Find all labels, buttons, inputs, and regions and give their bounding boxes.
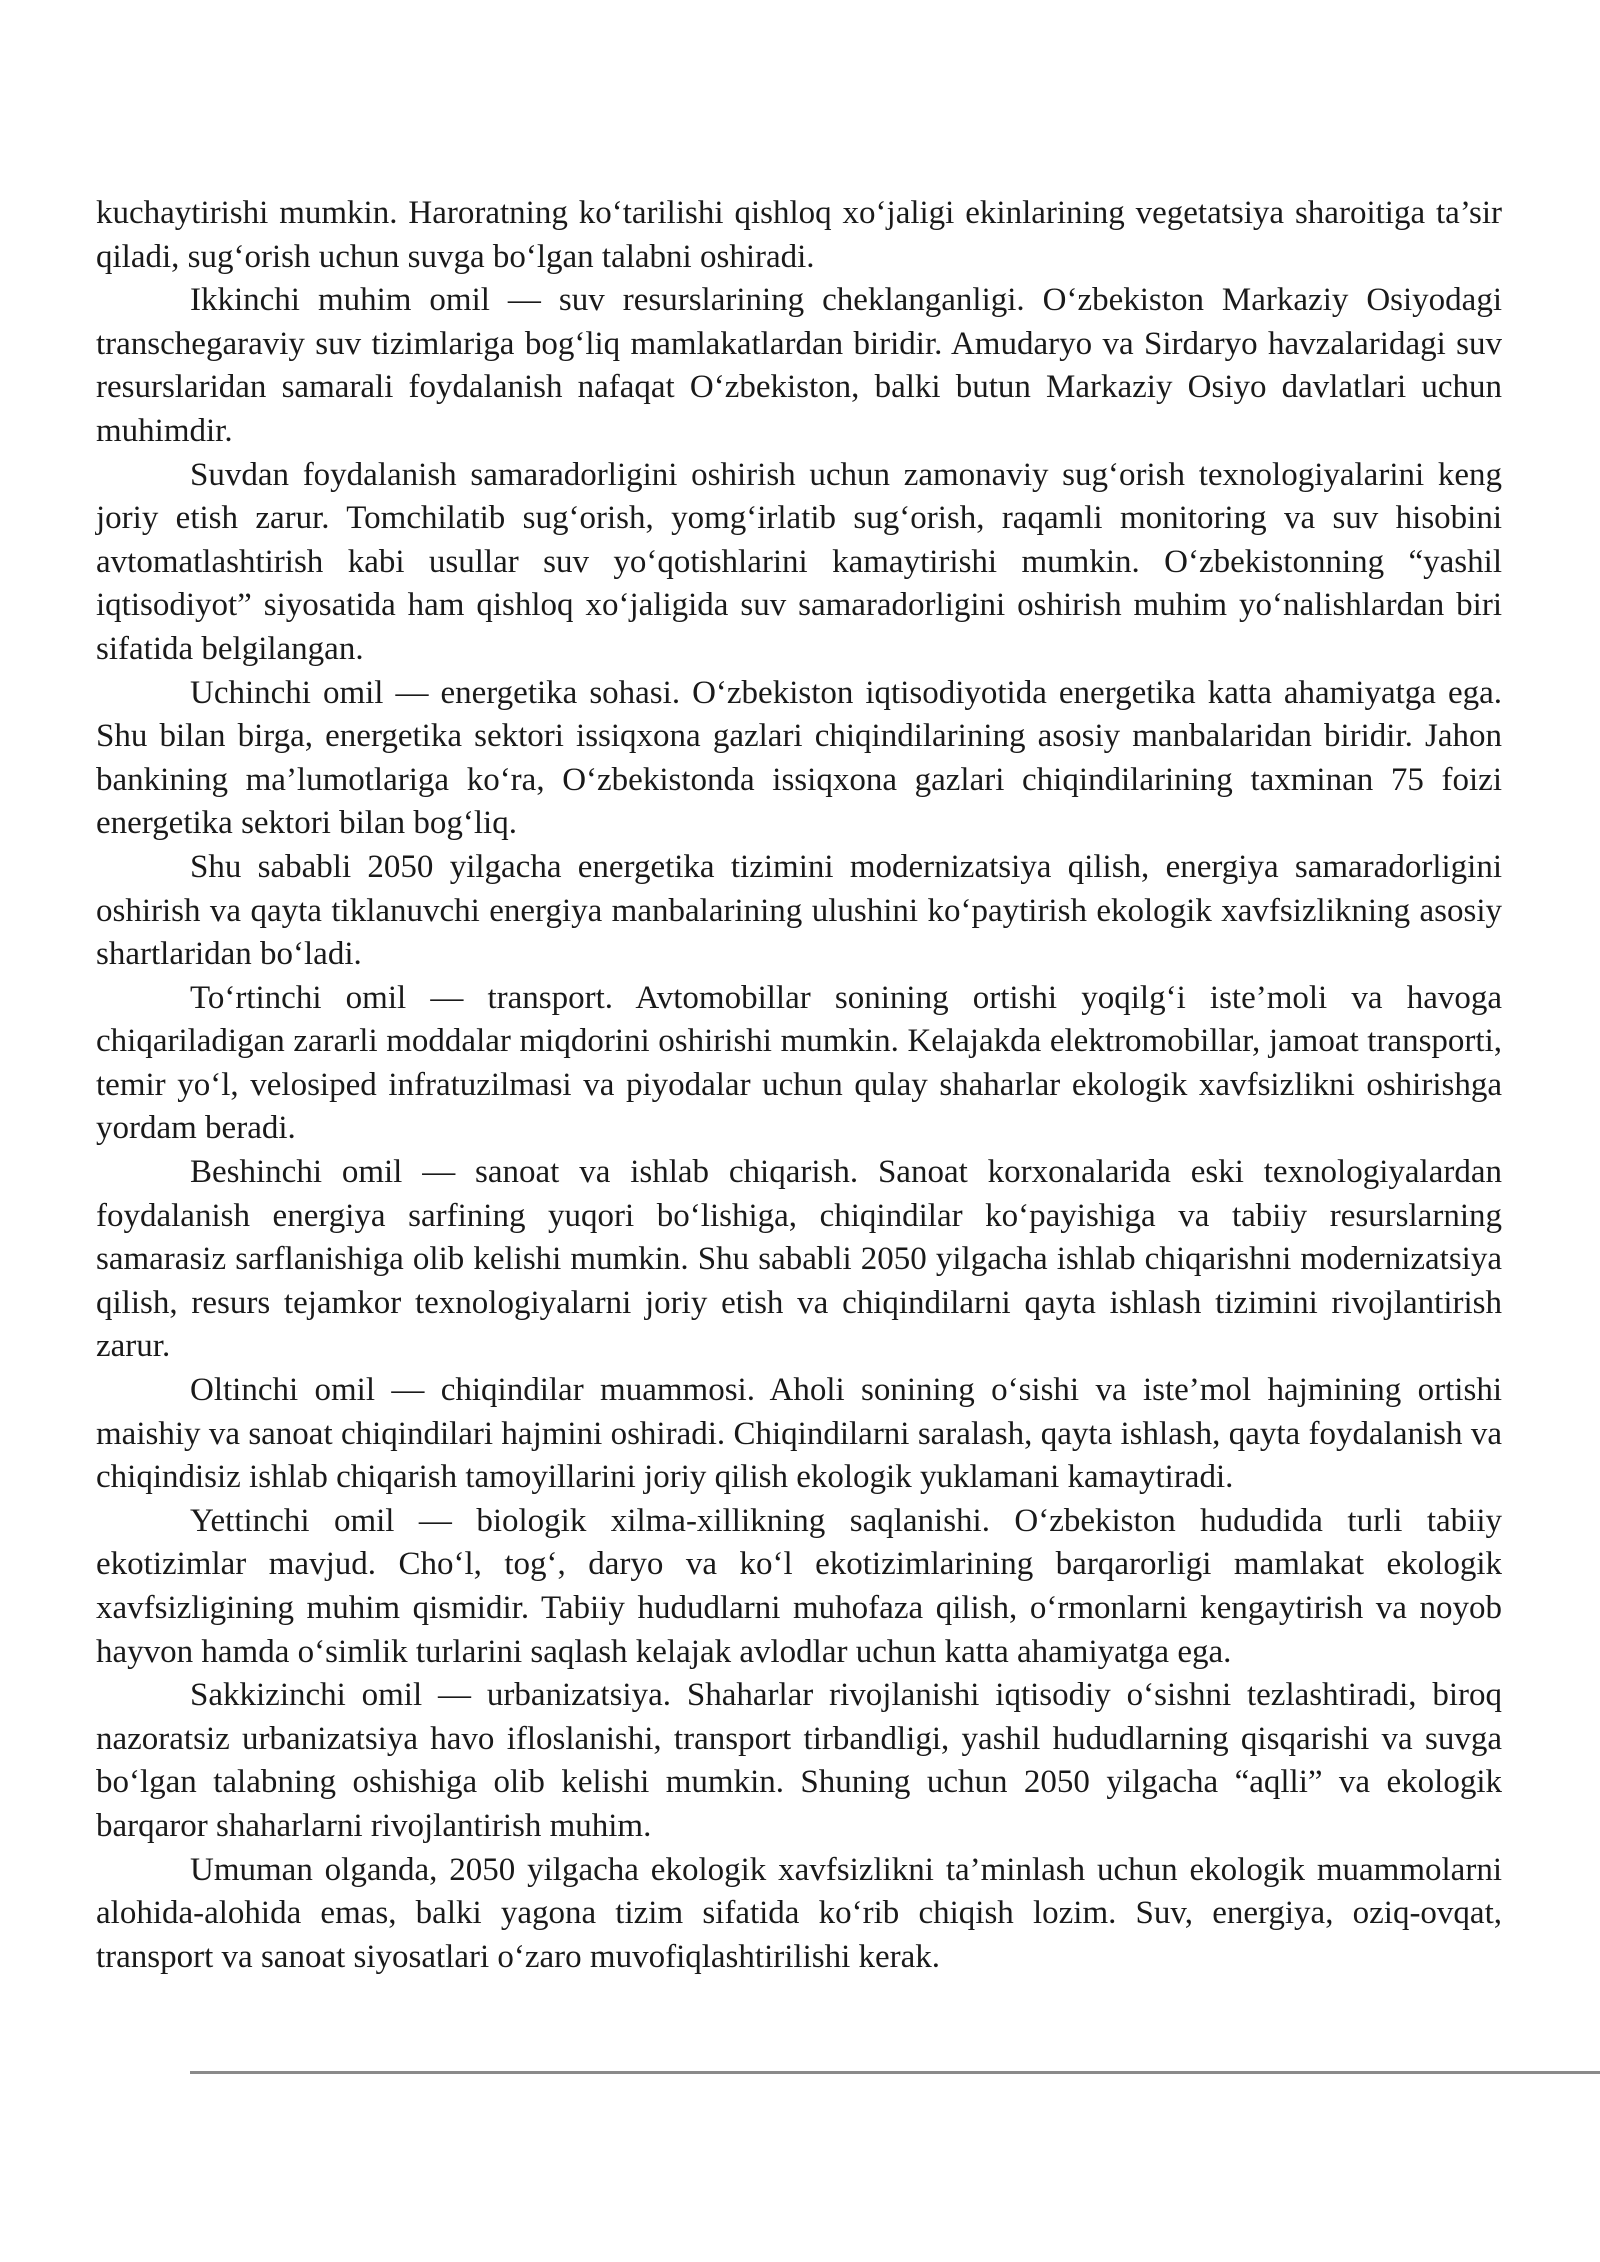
document-body (96, 192, 1502, 1979)
paragraph-irrigation-technologies: Suvdan foydalanish samaradorligini oshirish uchun zamonaviy sug‘orish texnologiyalarini keng joriy etish zarur. Tomchilatib sug‘orish, yomg‘irlatib sug‘orish, raqamli monitoring va suv hisobini avtomatlashtirish kabi usullar suv yo‘qotishlarini kamaytirishi mumkin. O‘zbekistonning “yashil iqtisodiyot” siyosatida ham qishloq xo‘jaligida suv samaradorligini oshirish muhim yo‘nalishlardan biri sifatida belgilangan. (96, 456, 1502, 667)
paragraph-biodiversity: Yettinchi omil — biologik xilma-xillikning saqlanishi. O‘zbekiston hududida turli tabiiy ekotizimlar mavjud. Cho‘l, tog‘, daryo va ko‘l ekotizimlarining barqarorligi mamlakat ekologik xavfsizligining muhim qismidir. Tabiiy hududlarni muhofaza qilish, o‘rmonlarni kengaytirish va noyob hayvon hamda o‘simlik turlarini saqlash kelajak avlodlar uchun katta ahamiyatga ega. (96, 1502, 1502, 1670)
paragraph-energy-modernization: Shu sababli 2050 yilgacha energetika tizimini modernizatsiya qilish, energiya samaradorligini oshirish va qayta tiklanuvchi energiya manbalarining ulushini ko‘paytirish ekologik xavfsizlikning asosiy shartlaridan bo‘ladi. (96, 848, 1502, 973)
paragraph-waste: Oltinchi omil — chiqindilar muammosi. Aholi sonining o‘sishi va iste’mol hajmining ortishi maishiy va sanoat chiqindilari hajmini oshiradi. Chiqindilarni saralash, qayta ishlash, qayta foydalanish va chiqindisiz ishlab chiqarish tamoyillarini joriy qilish ekologik yuklamani kamaytiradi. (96, 1372, 1502, 1496)
paragraph-industry: Beshinchi omil — sanoat va ishlab chiqarish. Sanoat korxonalarida eski texnologiyalardan foydalanish energiya sarfining yuqori bo‘lishiga, chiqindilar ko‘payishiga va tabiiy resurslarning samarasiz sarflanishiga olib kelishi mumkin. Shu sababli 2050 yilgacha ishlab chiqarishni modernizatsiya qilish, resurs tejamkor texnologiyalarni joriy etish va chiqindilarni qayta ishlash tizimini rivojlantirish zarur. (96, 1154, 1502, 1365)
paragraph-water-resources: Ikkinchi muhim omil — suv resurslarining cheklanganligi. O‘zbekiston Markaziy Osiyodagi transchegaraviy suv tizimlariga bog‘liq mamlakatlardan biridir. Amudaryo va Sirdaryo havzalaridagi suv resurslaridan samarali foydalanish nafaqat O‘zbekiston, balki butun Markaziy Osiyo davlatlari uchun muhimdir. (96, 282, 1502, 449)
paragraph-urbanization: Sakkizinchi omil — urbanizatsiya. Shaharlar rivojlanishi iqtisodiy o‘sishni tezlashtiradi, biroq nazoratsiz urbanizatsiya havo ifloslanishi, transport tirbandligi, yashil hududlarning qisqarishi va suvga bo‘lgan talabning oshishiga olib kelishi mumkin. Shuning uchun 2050 yilgacha “aqlli” va ekologik barqaror shaharlarni rivojlantirish muhim. (96, 1677, 1502, 1844)
horizontal-divider (190, 2071, 1600, 2074)
paragraph-continuation: kuchaytirishi mumkin. Haroratning ko‘tarilishi qishloq xo‘jaligi ekinlarining vegetatsiya sharoitiga ta’sir qiladi, sug‘orish uchun suvga bo‘lgan talabni oshiradi. (96, 195, 1502, 275)
paragraph-transport: To‘rtinchi omil — transport. Avtomobillar sonining ortishi yoqilg‘i iste’moli va havoga chiqariladigan zararli moddalar miqdorini oshirishi mumkin. Kelajakda elektromobillar, jamoat transporti, temir yo‘l, velosiped infratuzilmasi va piyodalar uchun qulay shaharlar ekologik xavfsizlikni oshirishga yordam beradi. (96, 979, 1502, 1147)
paragraph-conclusion: Umuman olganda, 2050 yilgacha ekologik xavfsizlikni ta’minlash uchun ekologik muammolarni alohida-alohida emas, balki yagona tizim sifatida ko‘rib chiqish lozim. Suv, energiya, oziq-ovqat, transport va sanoat siyosatlari o‘zaro muvofiqlashtirilishi kerak. (96, 1851, 1502, 1975)
paragraph-energy-sector: Uchinchi omil — energetika sohasi. O‘zbekiston iqtisodiyotida energetika katta ahamiyatga ega. Shu bilan birga, energetika sektori issiqxona gazlari chiqindilarining asosiy manbalaridan biridir. Jahon bankining ma’lumotlariga ko‘ra, O‘zbekistonda issiqxona gazlari chiqindilarining taxminan 75 foizi energetika sektori bilan bog‘liq. (96, 674, 1502, 842)
